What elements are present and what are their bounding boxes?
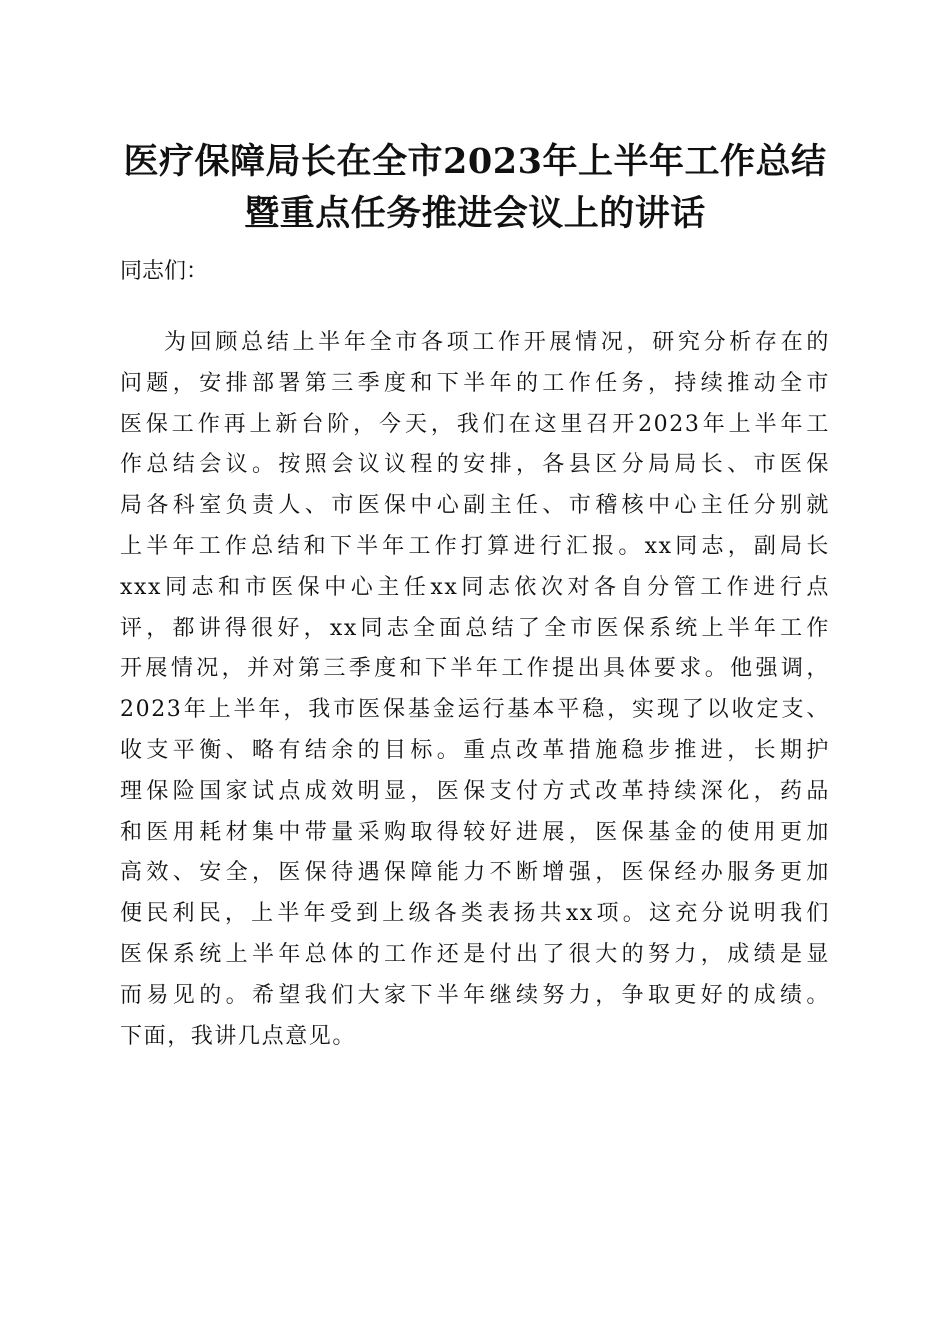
paragraph-line: 医保工作再上新台阶，今天，我们在这里召开2023年上半年工 — [120, 411, 830, 437]
paragraph-line: 上半年工作总结和下半年工作打算进行汇报。xx同志，副局长 — [120, 533, 830, 559]
paragraph-line: 作总结会议。按照会议议程的安排，各县区分局局长、市医保 — [120, 452, 830, 478]
paragraph-line: 局各科室负责人、市医保中心副主任、市稽核中心主任分别就 — [120, 493, 830, 519]
paragraph-line: 而易见的。希望我们大家下半年继续努力，争取更好的成绩。 — [120, 982, 830, 1008]
title-line-2: 暨重点任务推进会议上的讲话 — [244, 193, 706, 234]
paragraph-line: 下面，我讲几点意见。 — [120, 1023, 357, 1049]
document-title — [100, 136, 850, 240]
paragraph-line: 理保险国家试点成效明显，医保支付方式改革持续深化，药品 — [120, 778, 830, 804]
salutation: 同志们： — [120, 259, 209, 284]
paragraph-line: 便民利民，上半年受到上级各类表扬共xx项。这充分说明我们 — [120, 901, 830, 927]
paragraph-line: 评，都讲得很好，xx同志全面总结了全市医保系统上半年工作 — [120, 615, 830, 641]
paragraph-line: 高效、安全，医保待遇保障能力不断增强，医保经办服务更加 — [120, 860, 830, 886]
paragraph-line: 2023年上半年，我市医保基金运行基本平稳，实现了以收定支、 — [120, 697, 830, 723]
paragraph-line: 开展情况，并对第三季度和下半年工作提出具体要求。他强调， — [120, 656, 830, 682]
paragraph-line: 为回顾总结上半年全市各项工作开展情况，研究分析存在的 — [164, 330, 830, 355]
paragraph-line: 和医用耗材集中带量采购取得较好进展，医保基金的使用更加 — [120, 819, 830, 845]
title-line-1: 医疗保障局长在全市2023年上半年工作总结 — [123, 141, 827, 182]
body-paragraph — [120, 323, 830, 1057]
paragraph-line: 收支平衡、略有结余的目标。重点改革措施稳步推进，长期护 — [120, 737, 830, 763]
paragraph-line: 医保系统上半年总体的工作还是付出了很大的努力，成绩是显 — [120, 941, 830, 967]
paragraph-line: 问题，安排部署第三季度和下半年的工作任务，持续推动全市 — [120, 370, 830, 396]
paragraph-line: xxx同志和市医保中心主任xx同志依次对各自分管工作进行点 — [120, 574, 830, 600]
